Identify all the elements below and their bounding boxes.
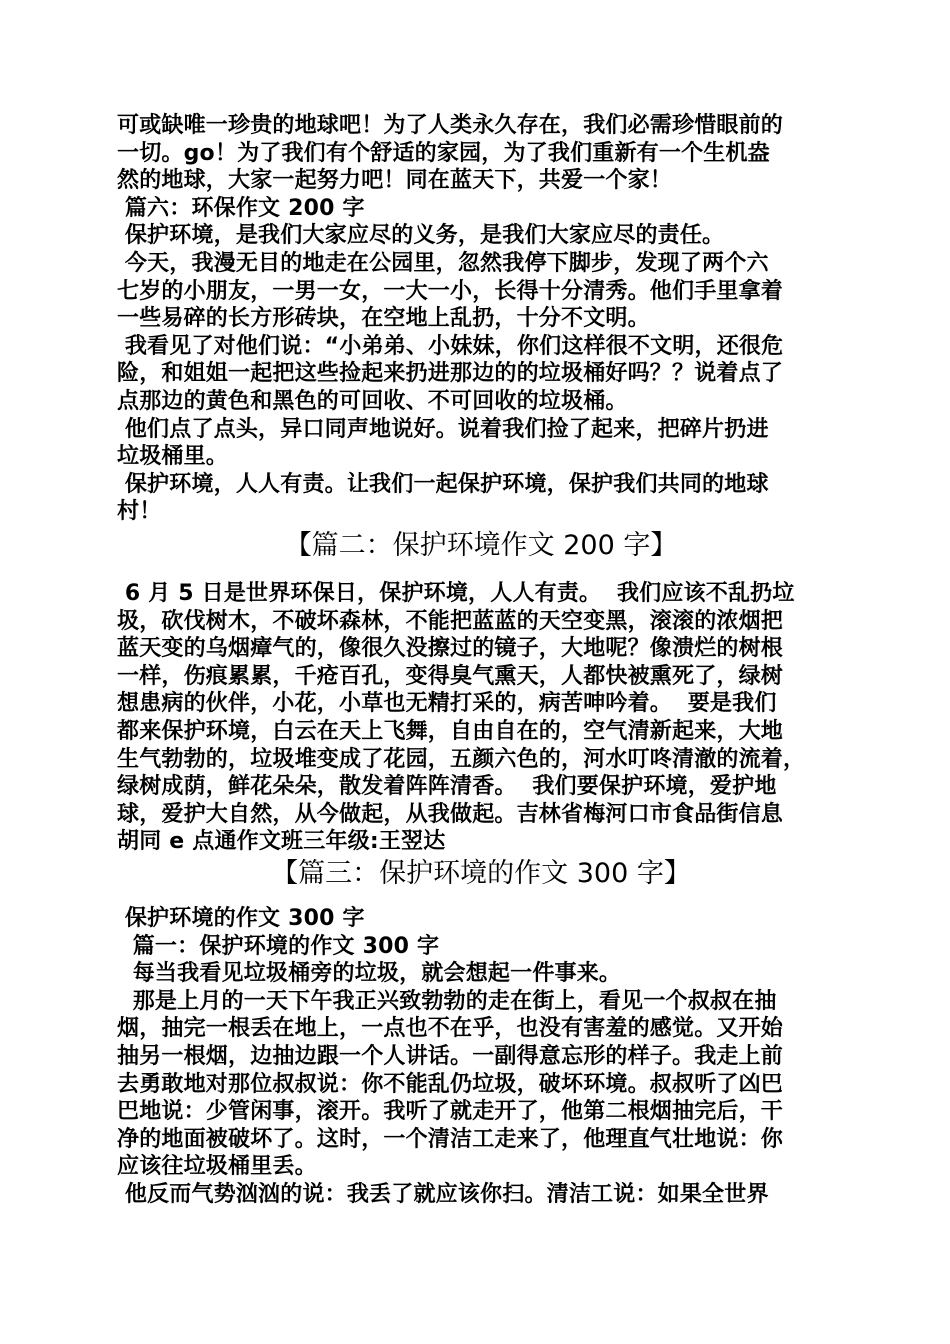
text-line: 点那边的黄色和黑色的可回收、不可回收的垃圾桶。 <box>117 388 628 414</box>
section-heading-three: 【篇三：保护环境的作文 300 字】 <box>271 858 691 889</box>
text-line: 想患病的伙伴，小花，小草也无精打采的，病苦呻吟着。 要是我们 <box>117 691 777 717</box>
text-line: 抽另一根烟，边抽边跟一个人讲话。一副得意忘形的样子。我走上前 <box>117 1043 784 1069</box>
text-line: 生气勃勃的，垃圾堆变成了花园，五颜六色的，河水叮咚清澈的流着， <box>117 746 806 772</box>
text-line: 应该往垃圾桶里丢。 <box>117 1154 317 1180</box>
text-line: 巴地说：少管闲事，滚开。我听了就走开了，他第二根烟抽完后，干 <box>117 1099 784 1125</box>
text-line: 可或缺唯一珍贵的地球吧！为了人类永久存在，我们必需珍惜眼前的 <box>117 113 784 138</box>
text-line: 险，和姐姐一起把这些捡起来扔进那边的的垃圾桶好吗？？说着点了 <box>117 361 784 387</box>
essay-section-three <box>117 905 783 1209</box>
text-line: 一样，伤痕累累，千疮百孔，变得臭气熏天，人都快被熏死了，绿树 <box>117 663 784 689</box>
text-line: 圾，砍伐树木，不破坏森林，不能把蓝蓝的天空变黑，滚滚的浓烟把 <box>117 608 784 634</box>
text-line: 然的地球，大家一起努力吧！同在蓝天下，共爱一个家！ <box>117 168 673 194</box>
text-line: 胡同 e 点通作文班三年级:王翌达 <box>117 829 446 855</box>
text-line: 6 月 5 日是世界环保日，保护环境，人人有责。 我们应该不乱扔垃 <box>117 581 795 606</box>
section-subtitle: 篇六：环保作文 200 字 <box>117 195 365 221</box>
essay-section-two <box>117 580 805 856</box>
text-line: 今天，我漫无目的地走在公园里，忽然我停下脚步，发现了两个六 <box>117 250 769 276</box>
section-subtitle: 篇一：保护环境的作文 300 字 <box>117 933 440 959</box>
text-line: 那是上月的一天下午我正兴致勃勃的走在街上，看见一个叔叔在抽 <box>117 988 777 1014</box>
section-heading-two: 【篇二：保护环境作文 200 字】 <box>284 530 678 561</box>
text-line: 保护环境，人人有责。让我们一起保护环境，保护我们共同的地球 <box>117 471 769 497</box>
text-line: 净的地面被破坏了。这时，一个清洁工走来了，他理直气壮地说：你 <box>117 1126 784 1152</box>
text-line: 垃圾桶里。 <box>117 444 229 470</box>
section-subtitle: 保护环境的作文 300 字 <box>117 906 365 931</box>
text-line: 一些易碎的长方形砖块，在空地上乱扔，十分不文明。 <box>117 306 650 332</box>
text-line: 他反而气势汹汹的说：我丢了就应该你扫。清洁工说：如果全世界 <box>117 1181 769 1207</box>
text-line: 蓝天变的乌烟瘴气的，像很久没擦过的镜子，大地呢？像溃烂的树根 <box>117 636 784 662</box>
text-line: 每当我看见垃圾桶旁的垃圾，就会想起一件事来。 <box>117 961 622 987</box>
text-line: 球，爱护大自然，从今做起，从我做起。吉林省梅河口市食品街信息 <box>117 801 784 827</box>
text-line: 烟，抽完一根丢在地上，一点也不在乎，也没有害羞的感觉。又开始 <box>117 1016 784 1042</box>
text-line: 七岁的小朋友，一男一女，一大一小，长得十分清秀。他们手里拿着 <box>117 278 784 304</box>
text-line: 一切。go！为了我们有个舒适的家园，为了我们重新有一个生机盎 <box>117 140 770 166</box>
text-line: 去勇敢地对那位叔叔说：你不能乱仍垃圾，破坏环境。叔叔听了凶巴 <box>117 1071 784 1097</box>
text-line: 村！ <box>117 499 162 525</box>
text-line: 保护环境，是我们大家应尽的义务，是我们大家应尽的责任。 <box>117 223 725 249</box>
text-line: 他们点了点头，异口同声地说好。说着我们捡了起来，把碎片扔进 <box>117 416 769 442</box>
text-line: 绿树成荫，鲜花朵朵，散发着阵阵清香。 我们要保护环境，爱护地 <box>117 774 777 800</box>
text-line: 都来保护环境，白云在天上飞舞，自由自在的，空气清新起来，大地 <box>117 718 784 744</box>
text-line: 我看见了对他们说：“小弟弟、小妹妹，你们这样很不文明，还很危 <box>117 333 784 359</box>
essay-section-six <box>117 112 783 526</box>
